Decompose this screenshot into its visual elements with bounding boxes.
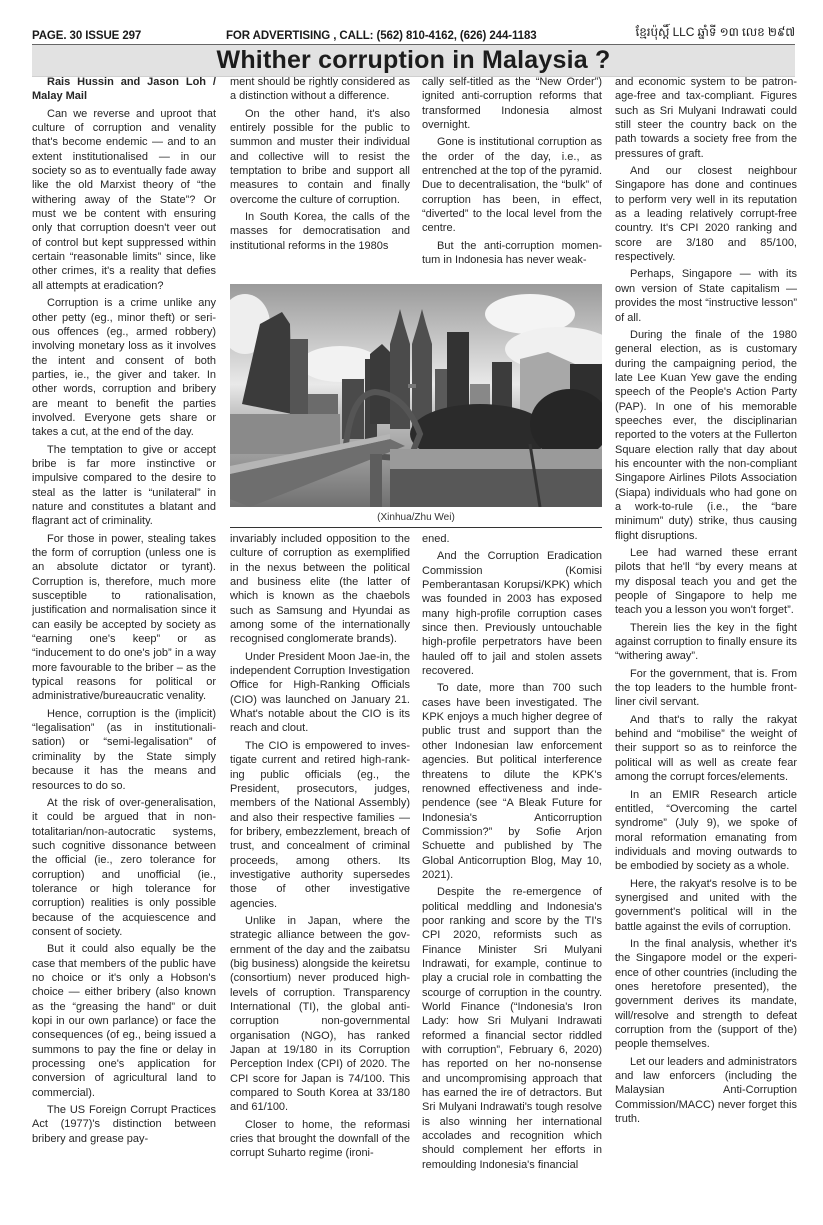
paragraph: Here, the rakyat's resolve is to be synergised and united with the government's political will in the battle against the evils of corruption. <box>615 877 797 933</box>
paragraph: In the final analysis, whether it's the Singapore model or the experience of other countries (including the ones heretofore presented), the government derives its mandate, will/resolve and strength to defeat corruption from the (support of the) people themselves. <box>615 937 797 1051</box>
paragraph: Lee had warned these errant pilots that he'll “by every means at my disposal teach you and get the people of Singapore to help me teach you a lesson you won't forget”. <box>615 547 797 617</box>
paragraph: The temptation to give or accept bribe is far more instinctive or impulsive compared to the desire to steal as the latter is “unilateral” in nature and constitutes a blatant and flagrant act of criminality. <box>32 443 216 528</box>
column-3-bottom <box>422 532 602 1172</box>
paragraph: In an EMIR Research article entitled, “Overcoming the cartel syndrome” (July 9), we spoke of moral reformation emanating from individuals and moving outwards to be embodied by society as a whole. <box>615 788 797 873</box>
photo-caption: (Xinhua/Zhu Wei) <box>377 512 455 523</box>
paragraph: Closer to home, the reformasi cries that brought the downfall of the corrupt Suharto regime (ironi- <box>230 1118 410 1160</box>
paragraph: And our closest neighbour Singapore has done and continues to perform very well in its reputation as a leading relatively corrupt-free country. It's CPI 2020 ranking and score are 3/180 and 85/100, respectively. <box>615 165 797 264</box>
paragraph: The CIO is empowered to investigate current and retired high-ranking public officials (eg., the President, prosecutors, judges, members of the National Assembly) and also their respective families — for bribery, embezzlement, breach of trust, and concealment of criminal proceeds, among others. Its investigative authority supersedes those of other investigative agencies. <box>230 739 410 910</box>
paragraph: Gone is institutional corruption as the order of the day, i.e., as entrenched at the top of the pyramid. Due to decentralisation, the “bulk” of corruption has been, in effect, “diverted” to the local level from the centre. <box>422 136 602 235</box>
paragraph: Let our leaders and administrators and law enforcers (including the Malaysian Anti-Corruption Commission/MACC) never forget this truth. <box>615 1055 797 1126</box>
paragraph: ment should be rightly considered as a distinction without a difference. <box>230 76 410 103</box>
paragraph: For the government, that is. From the top leaders to the humble front-liner civil servant. <box>615 667 797 709</box>
column-2-bottom <box>230 532 410 1161</box>
caption-divider <box>230 527 602 528</box>
paragraph: Can we reverse and uproot that culture of corruption and venality that's become endemic — and to an extent institutionalised — in our society so as to eventually fade away like the old Marxist theory of “the withering away of the State”? Or must we be content with ensuring only that corruption doesn't veer out of control but kept suppressed within certain “reasonable limits” since, like other crimes, it's a reality that defies all attempts at eradication? <box>32 107 216 292</box>
paragraph: Despite the re-emergence of political meddling and Indonesia's poor ranking and score by the TI's CPI 2020, reformists such as Finance Minister Sri Mulyani Indrawati, for example, continue to play a crucial role in combatting the scourge of corruption in the country. World Finance (“Indonesia's Iron Lady: how Sri Mulyani Indrawati reformed a financial sector riddled with corruption”, February 6, 2020) has reported on her no-nonsense and uncompromising approach that has earned the ire of detractors. But Sri Mulyani Indrawati's tough resolve is also winning her international accolades and recognition which should complement her efforts in remoulding Indonesia's financial <box>422 886 602 1171</box>
byline: Rais Hussin and Jason Loh / Malay Mail <box>32 76 216 103</box>
paragraph: and economic system to be patronage-free and tax-compliant. Figures such as Sri Mulyani Indrawati could still steer the country back on the path towards a society free from the pressures of graft. <box>615 76 797 160</box>
paragraph: Under President Moon Jae-in, the independent Corruption Investigation Office for High-Ranking Officials (CIO) was launched on January 21. What's notable about the CIO is its reach and clout. <box>230 650 410 735</box>
column-3-top <box>422 75 602 267</box>
paragraph: invariably included opposition to the culture of corruption as exemplified in the nexus between the political and business elite (the latter of which is known as the chaebols such as Samsung and Hyundai as among some of the internationally recognised conglomerate brands). <box>230 533 410 646</box>
skyline-photo <box>230 284 602 507</box>
column-1 <box>32 75 216 1146</box>
column-2-top <box>230 75 410 253</box>
paragraph: Perhaps, Singapore — with its own version of State capitalism — provides the most “instructive lesson” of all. <box>615 268 797 324</box>
article-title: Whither corruption in Malaysia ? <box>216 46 611 74</box>
skyline-photo-illustration <box>230 284 602 507</box>
paragraph: And that's to rally the rakyat behind and “mobilise” the weight of their support so as to reinforce the political will as well as create fear among the corrupt forces/elements. <box>615 713 797 784</box>
khmer-masthead: ខ្មែរប៉ុស្ដិ៍ LLC ឆ្នាំទី ១៣ លេខ ២៩៧ <box>635 25 795 39</box>
newspaper-page <box>32 20 797 1171</box>
paragraph: Unlike in Japan, where the strategic alliance between the government of the day and the zaibatsu (big business) alongside the keiretsu (consortium) never produced high-levels of corruption. Transparency International (TI), the global anti-corruption non-governmental organisation (NGO), has ranked Japan at 19/180 in its Corruption Perception Index (CPI) of 2020. The CPI score for Japan is 74/100. This compared to South Korea at 33/180 and 61/100. <box>230 914 410 1114</box>
article-body <box>32 75 795 1210</box>
article-photo-figure <box>230 284 602 528</box>
paragraph: The US Foreign Corrupt Practices Act (1977)'s distinction between bribery and grease pay- <box>32 1104 216 1145</box>
column-4 <box>615 75 797 1126</box>
paragraph: In South Korea, the calls of the masses for democratisation and institutional reforms in the 1980s <box>230 211 410 252</box>
paragraph: ened. <box>422 533 450 545</box>
page-header <box>32 20 795 45</box>
paragraph: Hence, corruption is the (implicit) “legalisation” (as in institutionalisation) or “semi-legalisation” of criminality by the State simply because it has the means and resources to do so. <box>32 707 216 792</box>
paragraph: For those in power, stealing takes the form of corruption (unless one is an absolute dictator or tyrant). Corruption is, therefore, much more susceptible to rationalisation, justification and normalisation since it can easily be accepted by society as “earning one's keep” or as “inducement to do one's job” in a way more favourable to the briber – as the typical reasons for political or administrative/bureaucratic venality. <box>32 532 216 703</box>
paragraph: Corruption is a crime unlike any other petty (eg., minor theft) or serious offences (eg., armed robbery) involving monetary loss as it involves the intent and consent of both parties, ie., the giver and taker. In other words, corruption and bribery are meant to benefit the parties involved. Everyone gets share or takes a cut, at the end of the day. <box>32 297 216 439</box>
paragraph: To date, more than 700 such cases have been investigated. The KPK enjoys a much higher degree of public trust and support than the other Indonesian law enforcement agencies. But political interference threatens to dilute the KPK's renowned effectiveness and independence (see “A Bleak Future for Indonesia's Anticorruption Commission?” by Sofie Arjon Schuette and published by The Global Anticorruption Blog, May 10, 2021). <box>422 682 602 881</box>
paragraph: Therein lies the key in the fight against corruption to finally ensure its “withering away”. <box>615 621 797 663</box>
paragraph: cally self-titled as the “New Order”) ignited anti-corruption reforms that transformed Indonesia almost overnight. <box>422 76 602 132</box>
page-issue-label: PAGE. 30 ISSUE 297 <box>32 30 142 42</box>
paragraph: During the finale of the 1980 general election, as is customary during the campaigning period, the late Lee Kuan Yew gave the ending speech of the People's Action Party (PAP). In one of his memorable speeches ever, the disciplinarian reported to the voters at the Fullerton Square election rally that day about his encounter with the non-compliant Singapore Airlines Pilots Association (Siapa) individuals who had gone on a work-to-rule (i.e., the “bare minimum” duty) strike, thus causing flight disruptions. <box>615 328 797 542</box>
paragraph: But the anti-corruption momentum in Indonesia has never weak- <box>422 239 602 267</box>
paragraph: And the Corruption Eradication Commission (Komisi Pemberantasan Korupsi/KPK) which was founded in 2003 has exposed many high-profile corruption cases since then. Previously untouchable high-profile perpetrators have been hauled off to jail and stolen assets recovered. <box>422 550 602 678</box>
title-bar <box>32 45 795 77</box>
paragraph: At the risk of over-generalisation, it could be argued that in non-totalitarian/non-autocratic systems, such cognitive dissonance between the official (ie., zero tolerance for corruption) and unofficial (ie., tolerance or high tolerance for corruption) realities is only possible because of the acquiescence and consent of society. <box>32 796 216 938</box>
advertising-contact: FOR ADVERTISING , CALL: (562) 810-4162, (626) 244-1183 <box>226 30 537 42</box>
paragraph: On the other hand, it's also entirely possible for the public to summon and muster their individual and collective will to resist the temptation to bribe and support all measures to contain and finally overcome the culture of corruption. <box>230 107 410 206</box>
paragraph: But it could also equally be the case that members of the public have no choice or it's only a Hobson's choice — either bribery (also known as the “greasing the hand” or duit kopi in our own parlance) or face the consequences (of eg., being issued a summons to pay the fine or delay in processing one's application for conversion of agricultural land to commercial). <box>32 943 216 1099</box>
